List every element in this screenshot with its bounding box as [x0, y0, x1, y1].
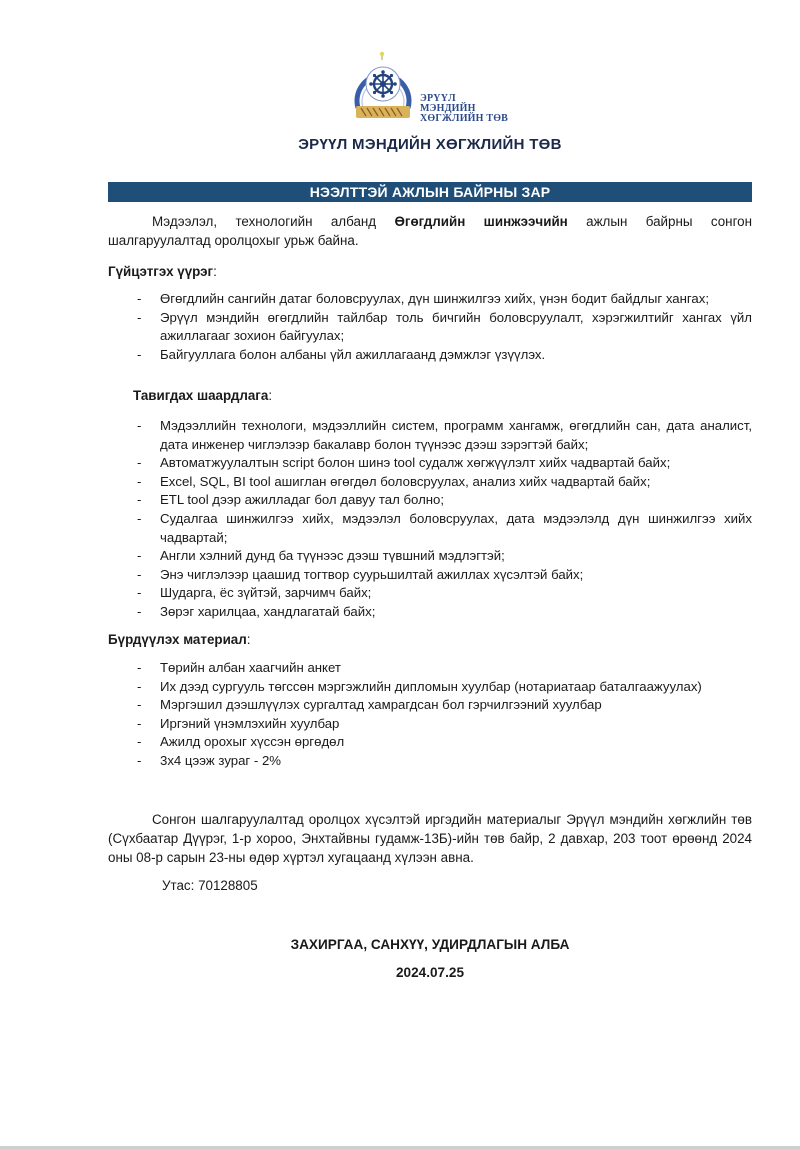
list-item: - Энэ чиглэлээр цаашид тогтвор суурьшилтай ажиллах хүсэлтэй байх; [137, 566, 752, 585]
dharma-wheel-emblem-icon [352, 50, 416, 122]
list-item: - Судалгаа шинжилгээ хийх, мэдээлэл боловсруулах, дата мэдээлэлд дүн шинжилгээ хийх чадвартай; [137, 510, 752, 547]
colon: : [268, 388, 273, 403]
list-item: - Эрүүл мэндийн өгөгдлийн тайлбар толь бичгийн боловсруулалт, хэрэгжилтийг хангах үйл ажиллагааг зохион байгуулах; [137, 309, 752, 346]
position-title: Өгөгдлийн шинжээчийн [394, 214, 568, 229]
list-item: - Шударга, ёс зүйтэй, зарчимч байх; [137, 584, 752, 603]
list-item: - Мэргэшил дээшлүүлэх сургалтад хамрагдсан бол гэрчилгээний хуулбар [137, 696, 767, 715]
materials-list [137, 659, 767, 771]
requirements-heading [133, 388, 272, 403]
intro-text-end: ажлын байрны сонгон шалгаруулалтад оролцохыг урьж байна. [108, 214, 753, 248]
organization-logo [352, 50, 512, 122]
list-item: - Их дээд сургууль төгссөн мэргэжлийн дипломын хуулбар (нотариатаар баталгаажуулах) [137, 678, 767, 697]
list-item: - Ажилд орохыг хүссэн өргөдөл [137, 733, 767, 752]
list-item: - Excel, SQL, BI tool ашиглан өгөгдөл боловсруулах, анализ хийх чадвартай байх; [137, 473, 752, 492]
announcement-banner: НЭЭЛТТЭЙ АЖЛЫН БАЙРНЫ ЗАР [108, 182, 752, 202]
colon: : [246, 632, 251, 647]
list-item: - Өгөгдлийн сангийн датаг боловсруулах, дүн шинжилгээ хийх, үнэн бодит байдлыг хангах; [137, 290, 752, 309]
closing-paragraph [108, 810, 752, 867]
phone-number: Утас: 70128805 [162, 878, 258, 893]
department-name: ЗАХИРГАА, САНХҮҮ, УДИРДЛАГЫН АЛБА [290, 937, 570, 952]
list-item: - 3х4 цээж зураг - 2% [137, 752, 767, 771]
list-item: - Иргэний үнэмлэхийн хуулбар [137, 715, 767, 734]
requirements-title: Тавигдах шаардлага [133, 388, 269, 403]
list-item: - Төрийн албан хаагчийн анкет [137, 659, 767, 678]
list-item: - Байгууллага болон албаны үйл ажиллагаанд дэмжлэг үзүүлэх. [137, 346, 752, 365]
closing-text: Сонгон шалгаруулалтад оролцох хүсэлтэй иргэдийн материалыг Эрүүл мэндийн хөгжлийн төв (Сүхбаатар Дүүрэг, 1-р хороо, Энхтайвны гудамж-13Б)-ийн төв байр, 2 давхар, 203 тоот өрөөнд 2024 оны 08-р сарын 23-ны өдөр хүртэл хугацаанд хүлээн авна. [108, 812, 752, 865]
logo-text [420, 94, 512, 124]
colon: : [213, 264, 217, 279]
organization-title: ЭРҮҮЛ МЭНДИЙН ХӨГЖЛИЙН ТӨВ [298, 136, 562, 153]
logo-text-line1: ЭРҮҮЛ МЭНДИЙН [420, 93, 476, 114]
intro-text: Мэдээлэл, технологийн албанд [152, 214, 395, 229]
materials-title: Бүрдүүлэх материал [108, 632, 247, 647]
list-item: - Англи хэлний дунд ба түүнээс дээш түвшний мэдлэгтэй; [137, 547, 752, 566]
duties-heading [108, 264, 217, 279]
intro-paragraph [108, 212, 752, 250]
list-item: - Зөрэг харилцаа, хандлагатай байх; [137, 603, 752, 622]
list-item: - ETL tool дээр ажилладаг бол давуу тал болно; [137, 491, 752, 510]
requirements-list [137, 417, 752, 622]
list-item: - Автоматжуулалтын script болон шинэ tool судалж хөгжүүлэлт хийх чадвартай байх; [137, 454, 752, 473]
duties-title: Гүйцэтгэх үүрэг [108, 264, 214, 279]
materials-heading [108, 632, 251, 647]
logo-text-line2: ХӨГЖЛИЙН ТӨВ [420, 113, 509, 124]
list-item: - Мэдээллийн технологи, мэдээллийн систем, программ хангамж, өгөгдлийн сан, дата аналист, дата инженер чиглэлээр бакалавр болон түүнээс дээш зэрэгтэй байх; [137, 417, 752, 454]
announcement-date: 2024.07.25 [395, 965, 465, 980]
duties-list [137, 290, 752, 364]
